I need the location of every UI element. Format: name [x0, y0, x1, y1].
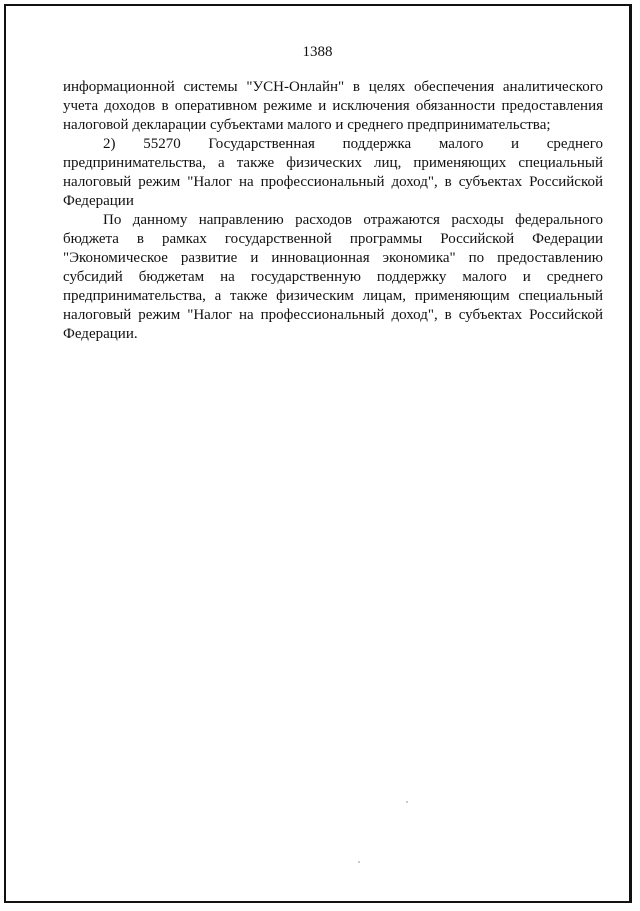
paragraph-continuation: информационной системы "УСН-Онлайн" в целях обеспечения аналитического учета доходов в оперативном режиме и исключения обязанности предоставления налоговой декларации субъектами малого и среднего предпринимательства;: [63, 79, 603, 133]
paragraph-description: По данному направлению расходов отражаются расходы федерального бюджета в рамках государственной программы Российской Федерации "Экономическое развитие и инновационная экономика" по предоставлению субсидий бюджетам на государственную поддержку малого и среднего предпринимательства, а также физическим лицам, применяющим специальный налоговый режим "Налог на профессиональный доход", в субъектах Российской Федерации.: [63, 212, 603, 342]
page-number: 1388: [302, 44, 333, 60]
scan-speck: [358, 861, 360, 863]
document-page: [4, 4, 632, 903]
paragraph-item-2: 2) 55270 Государственная поддержка малого и среднего предпринимательства, а также физических лиц, применяющих специальный налоговый режим "Налог на профессиональный доход", в субъектах Российской Федерации: [63, 136, 603, 209]
document-body: [63, 78, 603, 344]
scan-speck: [406, 801, 408, 803]
